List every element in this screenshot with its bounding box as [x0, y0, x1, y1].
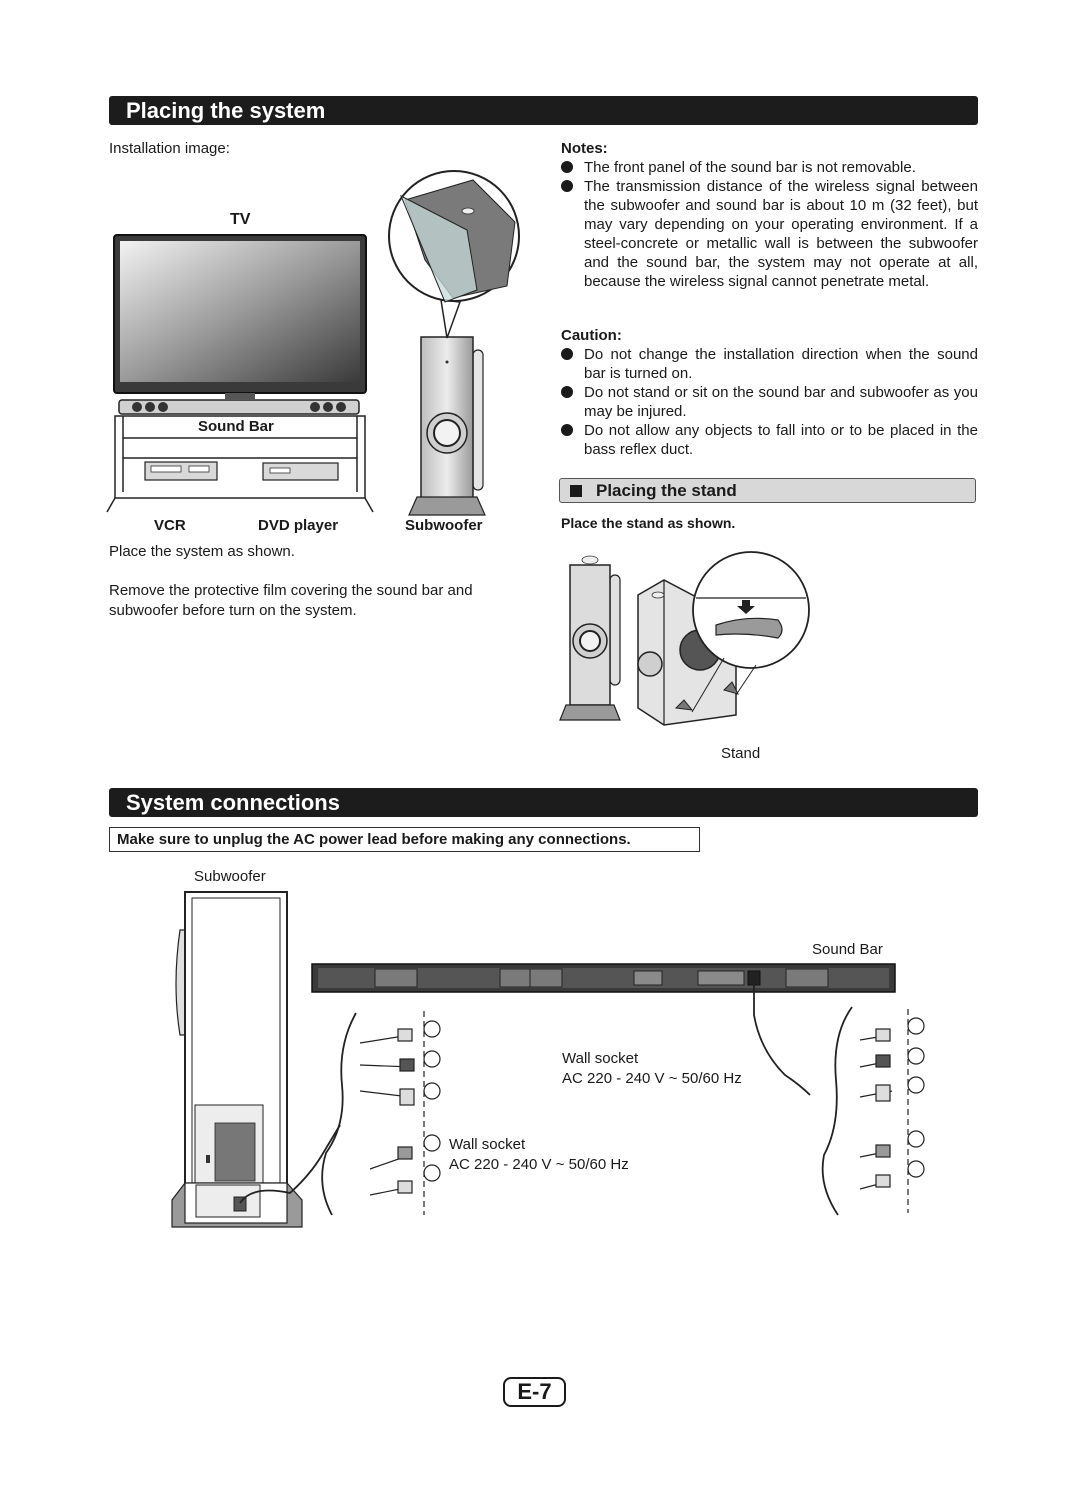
- plugs-right: [860, 1029, 892, 1189]
- voltage-label-1: AC 220 - 240 V ~ 50/60 Hz: [562, 1070, 742, 1087]
- bullet-icon: [561, 180, 573, 192]
- section-title-system-connections: System connections: [109, 788, 978, 817]
- dvd-player-illustration: [263, 463, 338, 480]
- outlets-right: [908, 1009, 924, 1213]
- remove-film-text-line1: Remove the protective film covering the sound bar and: [109, 582, 473, 599]
- section-title-placing-system: Placing the system: [109, 96, 978, 125]
- caution-item: Do not change the installation direction when the sound bar is turned on.: [561, 345, 978, 383]
- soundbar-on-stand: [119, 400, 359, 414]
- magnifier-callout: [389, 171, 519, 338]
- page-number: E-7: [503, 1377, 566, 1407]
- vcr-illustration: [145, 462, 217, 480]
- bullet-icon: [561, 386, 573, 398]
- installation-illustration: [105, 160, 525, 535]
- notes-list: [561, 158, 978, 291]
- bullet-icon: [561, 348, 573, 360]
- connections-illustration: [160, 885, 940, 1235]
- stand-label: Stand: [721, 745, 761, 762]
- bullet-icon: [561, 161, 573, 173]
- label-sound-bar: Sound Bar: [198, 418, 274, 435]
- outlets-left: [424, 1011, 440, 1215]
- note-item: The transmission distance of the wireless signal between the subwoofer and sound bar is about 10 m (32 feet), but may vary depending on your operating environment. If a steel-concrete or metallic wall is between the subwoofer and the sound bar, the system may not operate at all, because the wireless signal cannot penetrate metal.: [561, 177, 978, 291]
- note-item: The front panel of the sound bar is not removable.: [561, 158, 978, 177]
- bullet-icon: [561, 424, 573, 436]
- label-subwoofer: Subwoofer: [405, 517, 483, 534]
- subsection-placing-stand: Placing the stand: [559, 478, 976, 503]
- stand-illustration: [556, 540, 816, 740]
- connections-soundbar-label: Sound Bar: [812, 941, 883, 958]
- subwoofer-illustration: [409, 337, 485, 515]
- caution-item: Do not stand or sit on the sound bar and subwoofer as you may be injured.: [561, 383, 978, 421]
- plugs-left: [360, 1029, 414, 1195]
- label-vcr: VCR: [154, 517, 186, 534]
- warning-box: Make sure to unplug the AC power lead before making any connections.: [109, 827, 700, 852]
- soundbar-rear-view: [312, 964, 895, 992]
- stand-instruction: Place the stand as shown.: [561, 515, 736, 531]
- stand-subwoofer-front: [560, 556, 620, 720]
- notes-heading: Notes:: [561, 140, 608, 157]
- power-cords: [240, 983, 852, 1215]
- installation-image-label: Installation image:: [109, 140, 230, 157]
- label-dvd-player: DVD player: [258, 517, 339, 534]
- caution-heading: Caution:: [561, 327, 622, 344]
- wall-socket-label-1: Wall socket: [562, 1050, 639, 1067]
- square-bullet-icon: [570, 485, 582, 497]
- caution-item: Do not allow any objects to fall into or to be placed in the bass reflex duct.: [561, 421, 978, 459]
- wall-socket-label-2: Wall socket: [449, 1136, 526, 1153]
- caution-list: [561, 345, 978, 459]
- voltage-label-2: AC 220 - 240 V ~ 50/60 Hz: [449, 1156, 629, 1173]
- connections-subwoofer-label: Subwoofer: [194, 868, 266, 885]
- remove-film-text-line2: subwoofer before turn on the system.: [109, 602, 357, 619]
- label-tv: TV: [230, 211, 251, 228]
- subwoofer-rear-view: [172, 892, 302, 1227]
- place-system-text: Place the system as shown.: [109, 543, 295, 560]
- tv-illustration: [114, 235, 366, 399]
